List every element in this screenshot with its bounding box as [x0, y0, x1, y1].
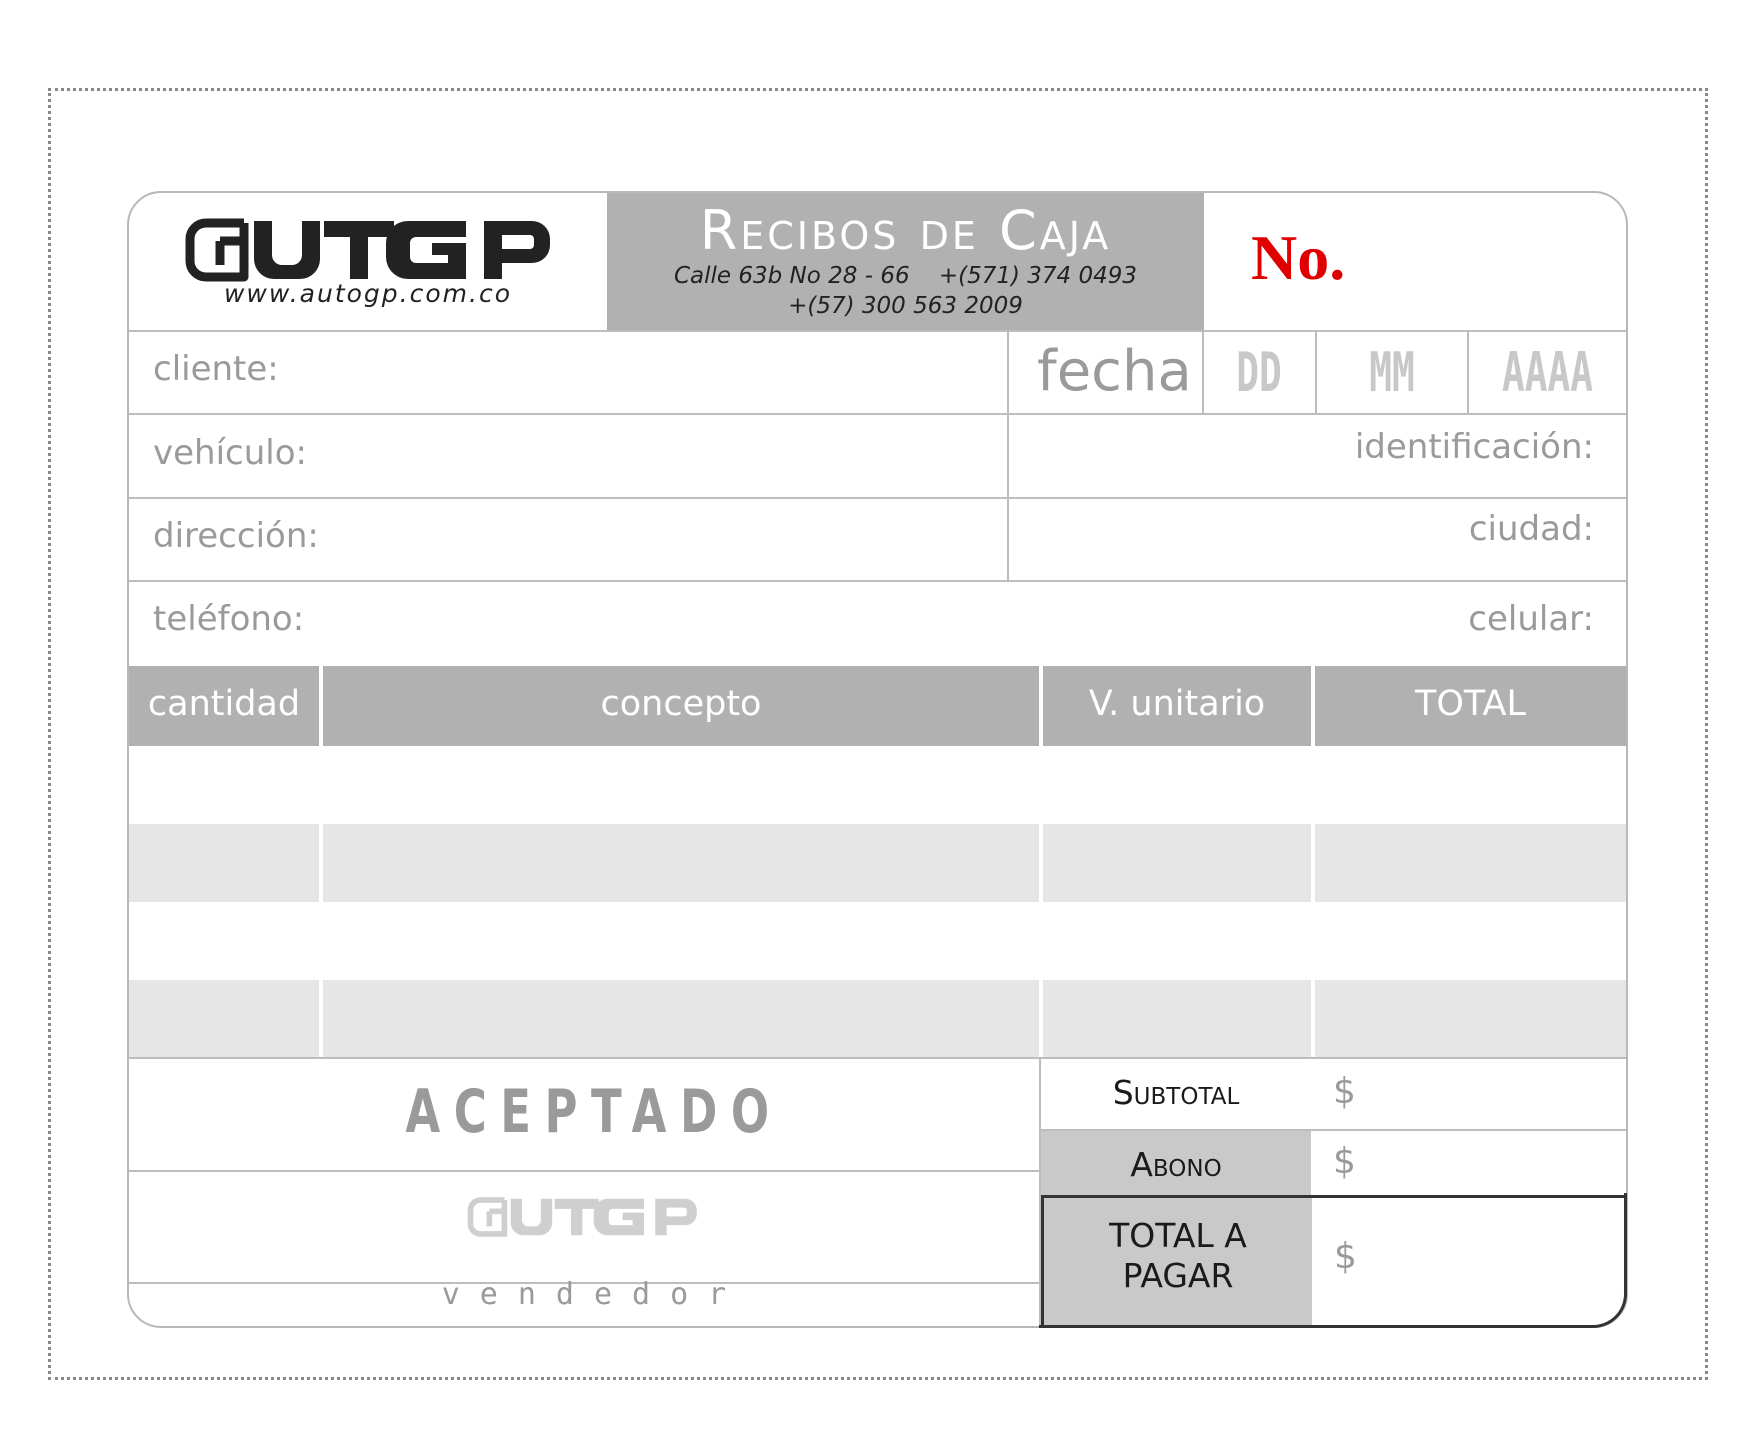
fecha-label: fecha — [1037, 339, 1192, 404]
column-total: TOTAL — [1315, 666, 1626, 746]
table-row[interactable] — [129, 824, 1626, 902]
aceptado-label: ACEPTADO — [405, 1077, 783, 1147]
autogp-logo — [184, 215, 554, 285]
direccion-label: dirección: — [153, 516, 319, 556]
total-row — [1041, 1195, 1626, 1326]
year-field[interactable]: AAAA — [1501, 341, 1594, 404]
receipt-number-label: No. — [1251, 222, 1346, 293]
form-title: Recibos de Caja — [699, 199, 1112, 262]
column-cantidad: cantidad — [129, 666, 319, 746]
vendedor-logo — [447, 1195, 719, 1239]
logo-area — [129, 193, 607, 330]
vehiculo-label: vehículo: — [153, 433, 307, 473]
subtotal-row — [1041, 1059, 1626, 1129]
ciudad-label: ciudad: — [1468, 509, 1594, 549]
address-line-2: +(57) 300 563 2009 — [788, 293, 1023, 319]
address-line-1: Calle 63b No 28 - 66 +(571) 374 0493 — [673, 263, 1138, 289]
column-v-unitario: V. unitario — [1043, 666, 1311, 746]
table-row[interactable] — [129, 746, 1626, 824]
cliente-label: cliente: — [153, 349, 279, 389]
day-field[interactable]: DD — [1236, 341, 1282, 404]
table-row[interactable] — [129, 980, 1626, 1059]
abono-currency: $ — [1333, 1141, 1356, 1182]
identificacion-label: identificación: — [1354, 427, 1594, 467]
total-label-line2: PAGAR — [1122, 1256, 1234, 1295]
total-label-line1: TOTAL A — [1109, 1216, 1247, 1255]
month-field[interactable]: MM — [1369, 341, 1415, 404]
abono-label: Abono — [1130, 1145, 1222, 1184]
total-currency: $ — [1334, 1236, 1357, 1277]
celular-label: celular: — [1468, 599, 1594, 639]
table-row[interactable] — [129, 902, 1626, 980]
abono-row — [1041, 1131, 1626, 1195]
subtotal-label: Subtotal — [1112, 1073, 1240, 1112]
total-label — [1044, 1216, 1312, 1296]
subtotal-currency: $ — [1333, 1071, 1356, 1112]
vendedor-label: vendedor — [441, 1277, 747, 1312]
receipt-form — [127, 191, 1628, 1328]
telefono-label: teléfono: — [153, 599, 305, 639]
website: www.autogp.com.co — [223, 279, 513, 308]
column-concepto: concepto — [323, 666, 1039, 746]
title-area — [607, 193, 1204, 330]
